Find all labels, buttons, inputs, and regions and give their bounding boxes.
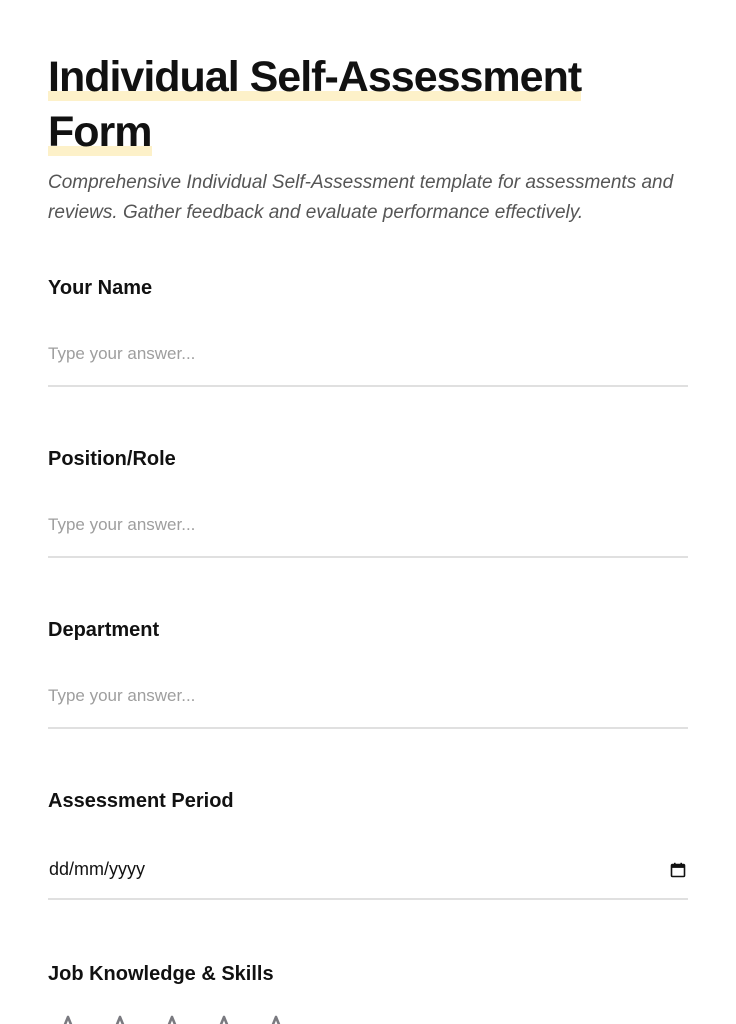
form-description: Comprehensive Individual Self-Assessment template for assessments and reviews. Gather feedback and evaluate performance effectively. <box>48 172 674 223</box>
calendar-icon[interactable] <box>670 862 686 878</box>
field-your-name <box>48 274 688 387</box>
field-label-position-role: Position/Role <box>48 448 176 470</box>
star-icon[interactable] <box>48 1014 88 1024</box>
assessment-period-date-input[interactable] <box>48 848 688 900</box>
star-rating <box>48 1014 688 1024</box>
star-icon[interactable] <box>204 1014 244 1024</box>
field-label-assessment-period: Assessment Period <box>48 790 234 812</box>
field-assessment-period <box>48 787 688 900</box>
field-label-your-name: Your Name <box>48 277 153 299</box>
field-position-role <box>48 445 688 558</box>
field-label-job-knowledge-skills: Job Knowledge & Skills <box>48 963 274 985</box>
date-value-text[interactable]: dd/mm/yyyy <box>49 859 146 879</box>
form-title-text: Individual Self-Assessment Form <box>48 53 582 156</box>
field-department <box>48 616 688 729</box>
position-role-input[interactable] <box>48 506 688 558</box>
department-input[interactable] <box>48 677 688 729</box>
your-name-input[interactable] <box>48 335 688 387</box>
form-title <box>48 50 648 160</box>
star-icon[interactable] <box>256 1014 296 1024</box>
star-icon[interactable] <box>100 1014 140 1024</box>
field-label-department: Department <box>48 619 160 641</box>
field-job-knowledge-skills <box>48 960 688 1024</box>
star-icon[interactable] <box>152 1014 192 1024</box>
